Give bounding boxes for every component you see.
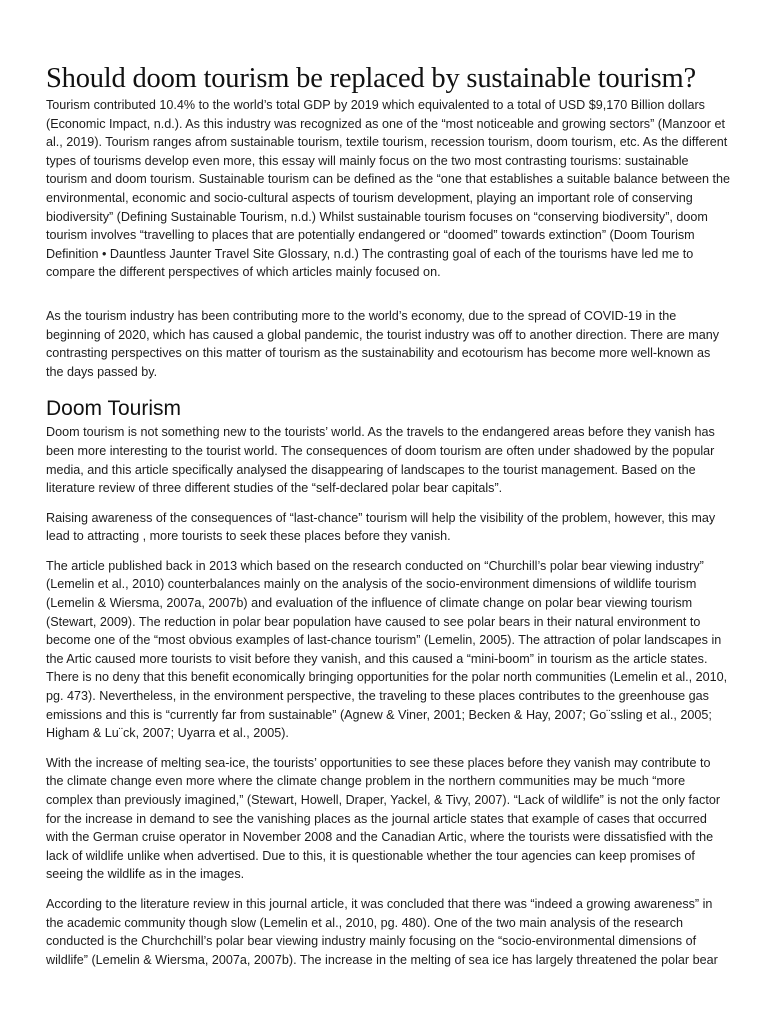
section-heading-doom-tourism: Doom Tourism bbox=[46, 397, 181, 421]
intro-paragraph-1: Tourism contributed 10.4% to the world’s total GDP by 2019 which equivalented to a total of USD $9,170 Billion dollars (Economic Impact, n.d.). As this industry was recognized as one of the “most noticeable and growing sectors” (Manzoor et al., 2019). Tourism ranges afrom sustainable tourism, textile tourism, recession tourism, doom tourism, etc. As the different types of tourisms develop even more, this essay will mainly focus on the two most contrasting tourisms: sustainable tourism and doom tourism. Sustainable tourism can be defined as the “one that establishes a suitable balance between the environmental, economic and socio-cultural aspects of tourism development, playing an important role of conserving biodiversity” (Defining Sustainable Tourism, n.d.) Whilst sustainable tourism focuses on “conserving biodiversity”, doom tourism involves “travelling to places that are potentially endangered or “doomed” towards extinction” (Doom Tourism Definition • Dauntless Jaunter Travel Site Glossary, n.d.) The contrasting goal of each of the tourisms have led me to compare the different perspectives of which articles mainly focused on. bbox=[46, 98, 730, 280]
intro-paragraph-2: As the tourism industry has been contributing more to the world’s economy, due to the spread of COVID-19 in the beginning of 2020, which has caused a global pandemic, the tourist industry was off to another direction. There are many contrasting perspectives on this matter of tourism as the sustainability and ecotourism has become more well-known as the days passed by. bbox=[46, 308, 720, 379]
section-paragraph-1: Doom tourism is not something new to the tourists’ world. As the travels to the endangered areas before they vanish has been more interesting to the tourist world. The consequences of doom tourism are often under shadowed by the popular media, and this article specifically analysed the disappearing of landscapes to the tourist management. Based on the literature review of three different studies of the “self-declared polar bear capitals”. bbox=[46, 425, 715, 496]
section-paragraph-4: With the increase of melting sea-ice, the tourists’ opportunities to see these places before they vanish may contribute to the climate change even more where the climate change problem in the northern communities may be much “more complex than previously imagined,” (Stewart, Howell, Draper, Yackel, & Tivy, 2007). “Lack of wildlife” is not the only factor for the increase in demand to see the vanishing places as the journal article states that example of cases that occurred with the German cruise operator in November 2008 and the Canadian Artic, where the tourists were dissatisfied with the lack of wildlife unlike when advertised. Due to this, it is questionable whether the tour agencies can keep promises of seeing the wildlife as in the images. bbox=[46, 755, 721, 882]
page-title: Should doom tourism be replaced by sustainable tourism? bbox=[46, 63, 696, 94]
section-paragraph-3: The article published back in 2013 which based on the research conducted on “Churchill’s polar bear viewing industry” (Lemelin et al., 2010) counterbalances mainly on the analysis of the socio-environment dimensions of wildlife tourism (Lemelin & Wiersma, 2007a, 2007b) and evaluation of the influence of climate change on polar bear viewing tourism (Stewart, 2009). The reduction in polar bear population have caused to see polar bears in their natural environment to become one of the “most obvious examples of last-chance tourism” (Lemelin, 2005). The attraction of polar landscapes in the Artic caused more tourists to visit before they vanish, and this caused a “mini-boom” in tourism as the article states. There is no deny that this benefit economically bringing opportunities for the polar north communities (Lemelin et al., 2010, pg. 473). Nevertheless, in the environment perspective, the traveling to these places contributes to the greenhouse gas emissions and this is “currently far from sustainable” (Agnew & Viner, 2001; Becken & Hay, 2007; Go¨ssling et al., 2005; Higham & Lu¨ck, 2007; Uyarra et al., 2005). bbox=[46, 558, 728, 741]
section-paragraph-2: Raising awareness of the consequences of “last-chance” tourism will help the visibility of the problem, however, this may lead to attracting , more tourists to seek these places before they vanish. bbox=[46, 510, 716, 544]
section-paragraph-5: According to the literature review in this journal article, it was concluded that there was “indeed a growing awareness” in the academic community though slow (Lemelin et al., 2010, pg. 480). One of the two main analysis of the research conducted is the Churchchill’s polar bear viewing industry mainly focusing on the “socio-environmental dimensions of wildlife” (Lemelin & Wiersma, 2007a, 2007b). The increase in the melting of sea ice has largely threatened the polar bear bbox=[46, 896, 718, 967]
